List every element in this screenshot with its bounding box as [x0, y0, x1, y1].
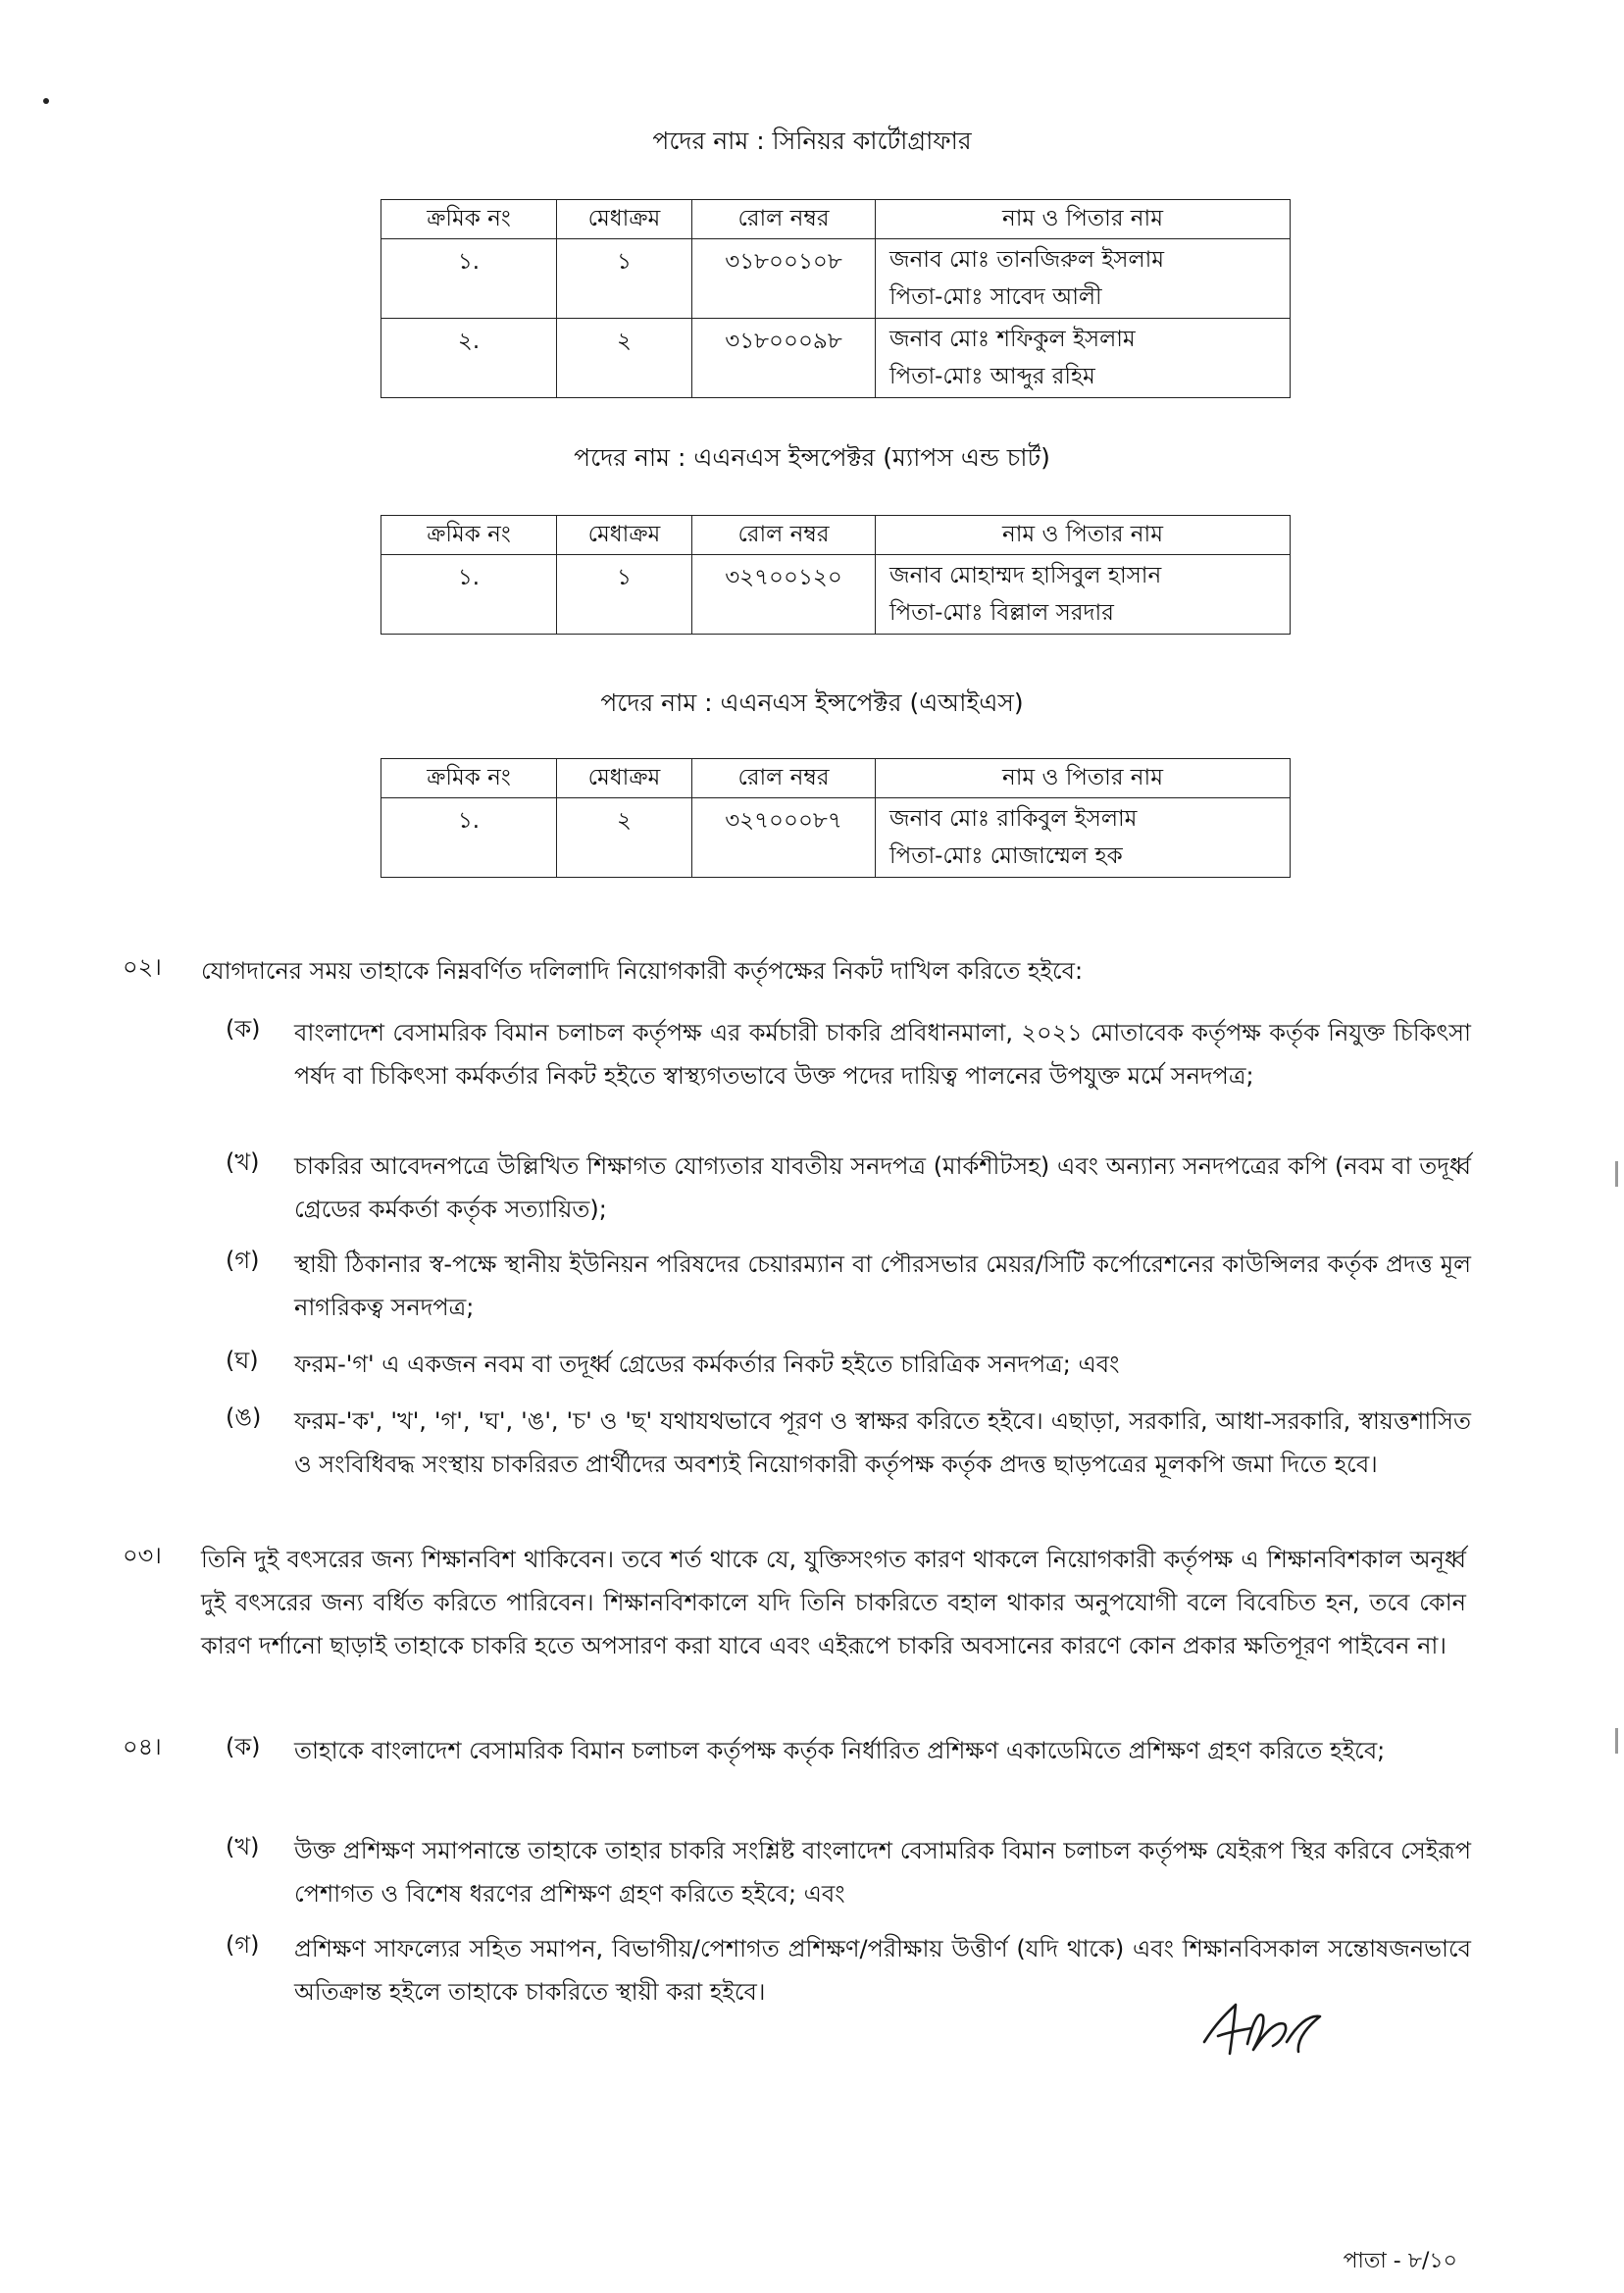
item-label: (খ): [226, 1833, 260, 1860]
cell-name: [876, 798, 1291, 878]
father-name: পিতা-মোঃ মোজাম্মেল হক: [889, 843, 1123, 869]
section-number: ০৩।: [123, 1542, 162, 1569]
table-row: [381, 319, 1291, 398]
cell-name: [876, 319, 1291, 398]
section-03: [123, 1538, 1466, 1667]
scan-edge-mark: [1615, 1728, 1618, 1754]
cell-roll: ৩২৭০০০৮৭: [692, 798, 876, 878]
item-text: ফরম-'ক', 'খ', 'গ', 'ঘ', 'ঙ', 'চ' ও 'ছ' যথাযথভাবে পূরণ ও স্বাক্ষর করিতে হইবে। এছাড়া, সরকারি, আধা-সরকারি, স্বায়ত্তশাসিত ও সংবিধিবদ্ধ সংস্থায় চাকরিরত প্রার্থীদের অবশ্যই নিয়োগকারী কর্তৃপক্ষ কর্তৃক প্রদত্ত ছাড়পত্রের মূলকপি জমা দিতে হবে।: [294, 1407, 1472, 1478]
father-name: পিতা-মোঃ আব্দুর রহিম: [889, 364, 1095, 389]
result-table-senior-cartographer: [381, 199, 1291, 398]
list-item: [226, 1343, 1471, 1386]
table-row: [381, 239, 1291, 319]
section-text: যোগদানের সময় তাহাকে নিম্নবর্ণিত দলিলাদি নিয়োগকারী কর্তৃপক্ষের নিকট দাখিল করিতে হইবে:: [201, 957, 1084, 985]
col-header-roll: রোল নম্বর: [692, 759, 876, 798]
item-label: (গ): [226, 1931, 260, 1959]
signature: [1194, 1981, 1332, 2079]
col-header-name: নাম ও পিতার নাম: [876, 200, 1291, 239]
cell-merit: ২: [557, 798, 692, 878]
post-title-senior-cartographer: পদের নাম : সিনিয়র কার্টোগ্রাফার: [652, 127, 972, 155]
candidate-name: জনাব মোঃ তানজিরুল ইসলাম: [889, 247, 1165, 273]
col-header-merit: মেধাক্রম: [557, 516, 692, 555]
list-item: [226, 1729, 1471, 1772]
candidate-name: জনাব মোঃ শফিকুল ইসলাম: [889, 327, 1136, 352]
table-row: [381, 555, 1291, 635]
father-name: পিতা-মোঃ সাবেদ আলী: [889, 284, 1102, 310]
cell-roll: ৩২৭০০১২০: [692, 555, 876, 635]
cell-serial: ১.: [381, 239, 557, 319]
item-label: (ক): [226, 1015, 261, 1043]
list-item: [226, 1400, 1472, 1486]
col-header-serial: ক্রমিক নং: [381, 200, 557, 239]
list-item: [226, 1829, 1471, 1915]
col-header-roll: রোল নম্বর: [692, 516, 876, 555]
result-table-ans-ais: [381, 758, 1291, 878]
col-header-name: নাম ও পিতার নাম: [876, 759, 1291, 798]
item-label: (ঙ): [226, 1403, 262, 1431]
section-02: [123, 949, 1466, 993]
item-text: ফরম-'গ' এ একজন নবম বা তদূর্ধ্ব গ্রেডের কর্মকর্তার নিকট হইতে চারিত্রিক সনদপত্র; এবং: [294, 1350, 1120, 1378]
item-text: স্থায়ী ঠিকানার স্ব-পক্ষে স্থানীয় ইউনিয়ন পরিষদের চেয়ারম্যান বা পৌরসভার মেয়র/সিটি কর্পোরেশনের কাউন্সিলর কর্তৃক প্রদত্ত মূল নাগরিকত্ব সনদপত্র;: [294, 1250, 1471, 1321]
cell-roll: ৩১৮০০০৯৮: [692, 319, 876, 398]
col-header-serial: ক্রমিক নং: [381, 759, 557, 798]
item-label: (খ): [226, 1148, 260, 1176]
list-item: [226, 1145, 1471, 1231]
cell-serial: ১.: [381, 555, 557, 635]
item-label: (গ): [226, 1247, 260, 1274]
list-item: [226, 1243, 1471, 1329]
col-header-merit: মেধাক্রম: [557, 200, 692, 239]
section-text: তিনি দুই বৎসরের জন্য শিক্ষানবিশ থাকিবেন। তবে শর্ত থাকে যে, যুক্তিসংগত কারণ থাকলে নিয়োগকারী কর্তৃপক্ষ এ শিক্ষানবিশকাল অনূর্ধ্ব দুই বৎসরের জন্য বর্ধিত করিতে পারিবেন। শিক্ষানবিশকালে যদি তিনি চাকরিতে বহাল থাকার অনুপযোগী বলে বিবেচিত হন, তবে কোন কারণ দর্শানো ছাড়াই তাহাকে চাকরি হতে অপসারণ করা যাবে এবং এইরূপে চাকরি অবসানের কারণে কোন প্রকার ক্ষতিপূরণ পাইবেন না।: [201, 1546, 1466, 1659]
candidate-name: জনাব মোহাম্মদ হাসিবুল হাসান: [889, 563, 1162, 588]
item-text: প্রশিক্ষণ সাফল্যের সহিত সমাপন, বিভাগীয়/পেশাগত প্রশিক্ষণ/পরীক্ষায় উত্তীর্ণ (যদি থাকে) এবং শিক্ষানবিসকাল সন্তোষজনভাবে অতিক্রান্ত হইলে তাহাকে চাকরিতে স্থায়ী করা হইবে।: [294, 1935, 1471, 2006]
item-text: তাহাকে বাংলাদেশ বেসামরিক বিমান চলাচল কর্তৃপক্ষ কর্তৃক নির্ধারিত প্রশিক্ষণ একাডেমিতে প্রশিক্ষণ গ্রহণ করিতে হইবে;: [294, 1737, 1386, 1764]
cell-serial: ১.: [381, 798, 557, 878]
table-row: [381, 798, 1291, 878]
scan-edge-mark: [1615, 1161, 1618, 1187]
item-text: চাকরির আবেদনপত্রে উল্লিখিত শিক্ষাগত যোগ্যতার যাবতীয় সনদপত্র (মার্কশীটসহ) এবং অন্যান্য সনদপত্রের কপি (নবম বা তদূর্ধ্ব গ্রেডের কর্মকর্তা কর্তৃক সত্যায়িত);: [294, 1152, 1471, 1223]
item-text: উক্ত প্রশিক্ষণ সমাপনান্তে তাহাকে তাহার চাকরি সংশ্লিষ্ট বাংলাদেশ বেসামরিক বিমান চলাচল কর্তৃপক্ষ যেইরূপ স্থির করিবে সেইরূপ পেশাগত ও বিশেষ ধরণের প্রশিক্ষণ গ্রহণ করিতে হইবে; এবং: [294, 1837, 1471, 1908]
list-item: [226, 1011, 1471, 1097]
cell-merit: ১: [557, 239, 692, 319]
father-name: পিতা-মোঃ বিল্লাল সরদার: [889, 600, 1114, 626]
cell-merit: ১: [557, 555, 692, 635]
col-header-serial: ক্রমিক নং: [381, 516, 557, 555]
stray-mark: [43, 98, 49, 104]
page-number: পাতা - ৮/১০: [1343, 2249, 1457, 2273]
item-text: বাংলাদেশ বেসামরিক বিমান চলাচল কর্তৃপক্ষ এর কর্মচারী চাকরি প্রবিধানমালা, ২০২১ মোতাবেক কর্তৃপক্ষ কর্তৃক নিযুক্ত চিকিৎসা পর্ষদ বা চিকিৎসা কর্মকর্তার নিকট হইতে স্বাস্থ্যগতভাবে উক্ত পদের দায়িত্ব পালনের উপযুক্ত মর্মে সনদপত্র;: [294, 1019, 1471, 1090]
col-header-name: নাম ও পিতার নাম: [876, 516, 1291, 555]
col-header-roll: রোল নম্বর: [692, 200, 876, 239]
result-table-ans-maps-chart: [381, 515, 1291, 635]
section-number: ০২।: [123, 953, 162, 981]
cell-merit: ২: [557, 319, 692, 398]
col-header-merit: মেধাক্রম: [557, 759, 692, 798]
candidate-name: জনাব মোঃ রাকিবুল ইসলাম: [889, 806, 1138, 832]
section-number: ০৪।: [123, 1733, 162, 1760]
cell-name: [876, 555, 1291, 635]
item-label: (ক): [226, 1733, 261, 1760]
post-title-ans-ais: পদের নাম : এএনএস ইন্সপেক্টর (এআইএস): [600, 688, 1024, 717]
post-title-ans-maps-chart: পদের নাম : এএনএস ইন্সপেক্টর (ম্যাপস এন্ড চার্ট): [574, 443, 1050, 472]
cell-name: [876, 239, 1291, 319]
item-label: (ঘ): [226, 1347, 259, 1374]
cell-serial: ২.: [381, 319, 557, 398]
cell-roll: ৩১৮০০১০৮: [692, 239, 876, 319]
